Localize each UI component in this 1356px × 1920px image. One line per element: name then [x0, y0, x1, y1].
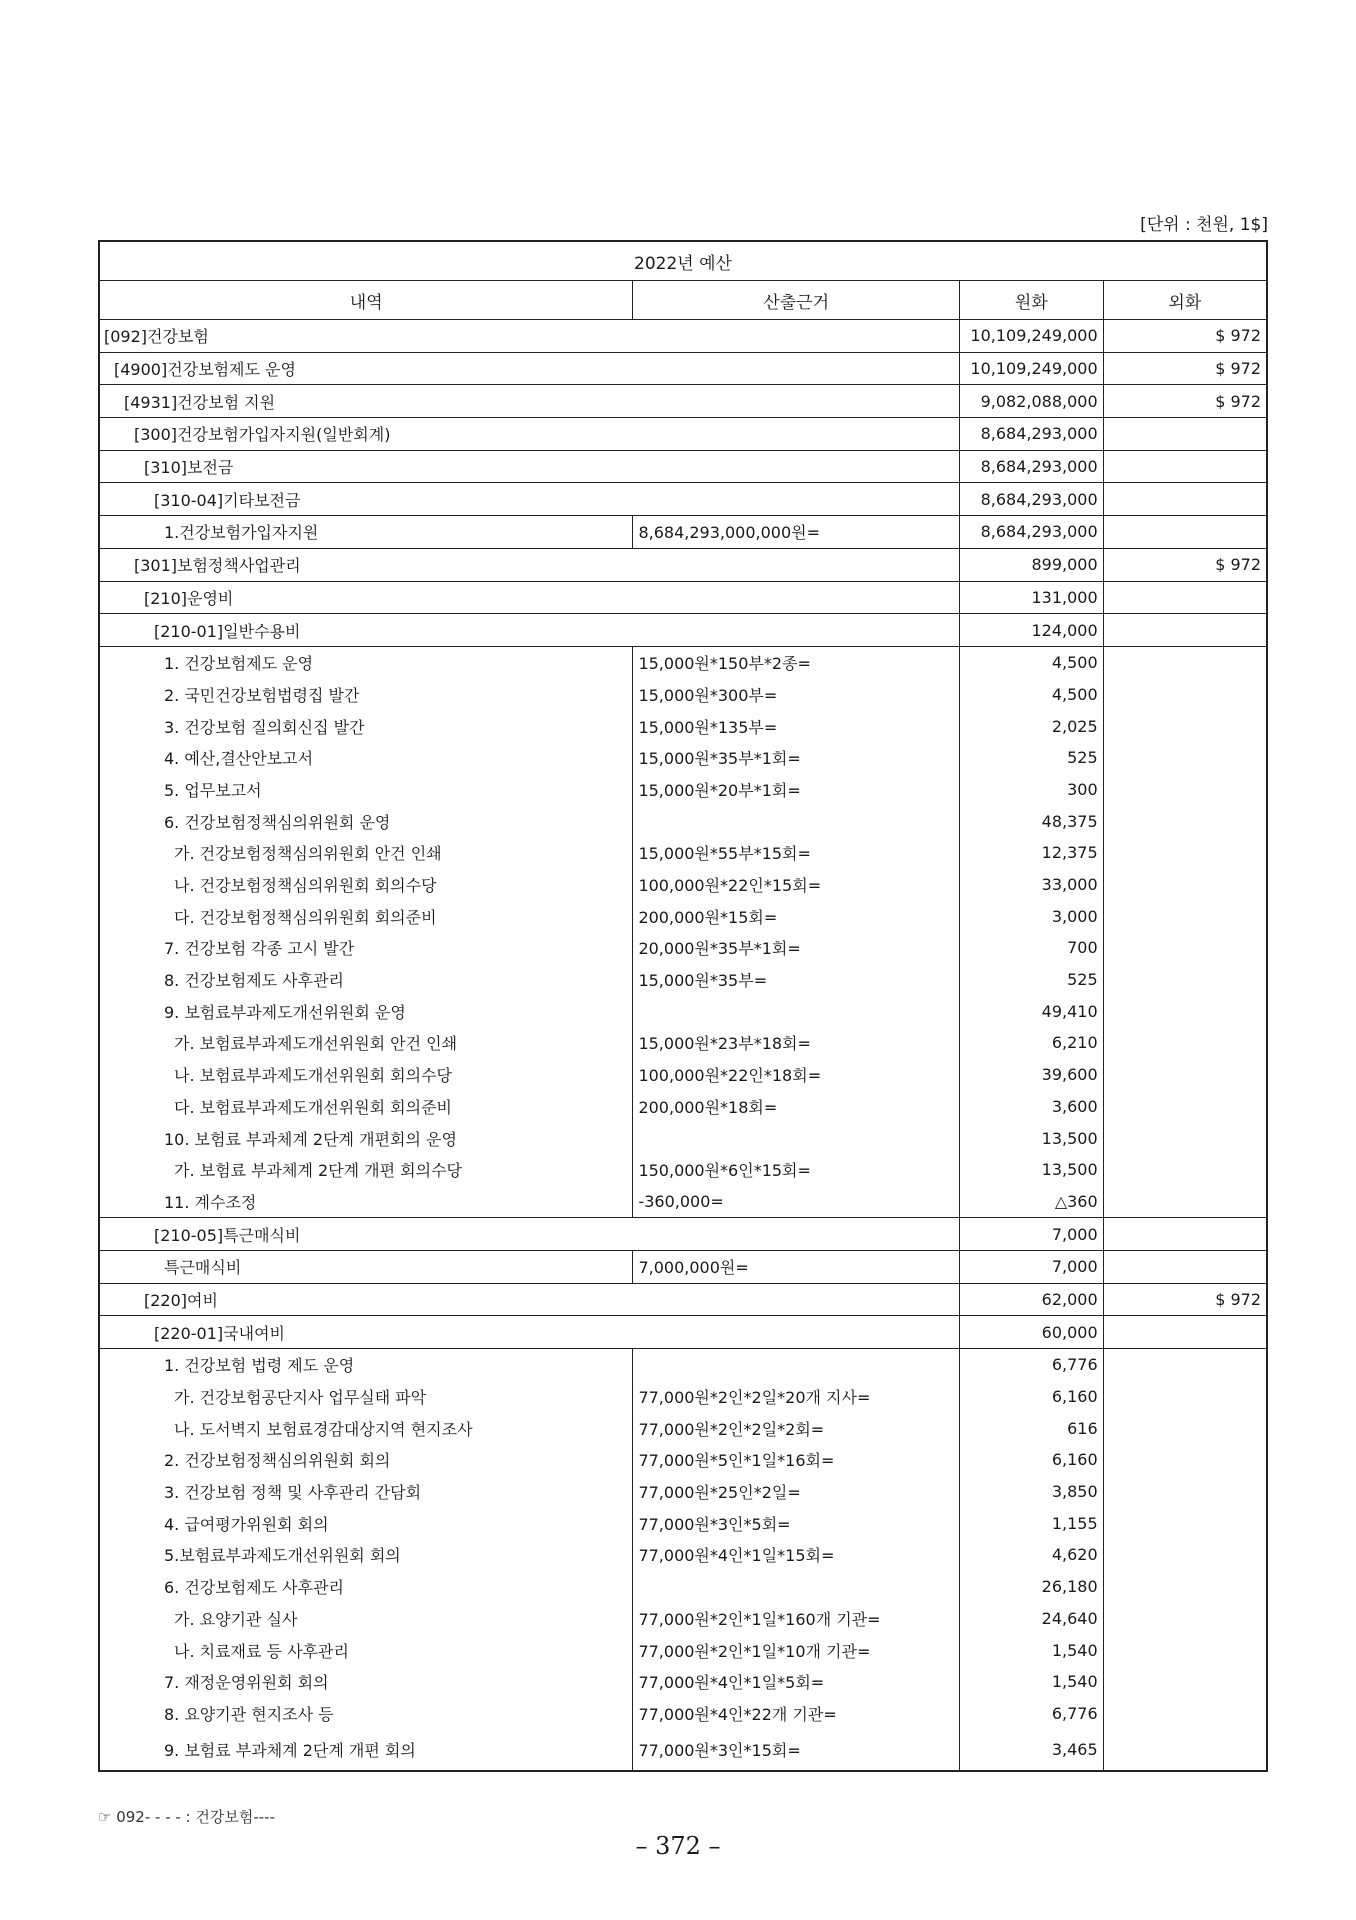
- table-row: [99, 418, 1267, 451]
- row-item: 7. 재정운영위원회 회의: [164, 1673, 329, 1693]
- row-basis: 77,000원*2인*2일*20개 지사=: [633, 1381, 960, 1413]
- row-item: [300]건강보험가입자지원(일반회계): [99, 418, 960, 451]
- row-item: 1. 건강보험제도 운영: [99, 646, 633, 678]
- table-row: [99, 932, 1267, 964]
- row-item: 가. 건강보험정책심의위원회 안건 인쇄: [174, 844, 442, 864]
- row-krw: 26,180: [960, 1571, 1104, 1603]
- row-item: 4. 급여평가위원회 회의: [164, 1514, 329, 1534]
- row-fx: [1103, 774, 1267, 806]
- row-krw: 131,000: [960, 581, 1104, 614]
- table-row: [99, 710, 1267, 742]
- row-krw: 48,375: [960, 805, 1104, 837]
- row-item: 1. 건강보험 법령 제도 운영: [99, 1349, 633, 1381]
- row-krw: 4,500: [960, 679, 1104, 711]
- row-item: [210]운영비: [99, 581, 960, 614]
- row-item: 6. 건강보험제도 사후관리: [164, 1578, 344, 1598]
- header-basis: 산출근거: [633, 281, 960, 320]
- row-krw: 8,684,293,000: [960, 450, 1104, 483]
- row-fx: [1103, 900, 1267, 932]
- row-krw: 10,109,249,000: [960, 352, 1104, 385]
- row-basis: 15,000원*20부*1회=: [633, 774, 960, 806]
- row-krw: 525: [960, 964, 1104, 996]
- header-item: 내역: [99, 281, 633, 320]
- row-fx: $ 972: [1103, 385, 1267, 418]
- row-krw: 300: [960, 774, 1104, 806]
- row-fx: [1103, 964, 1267, 996]
- table-row: [99, 1091, 1267, 1123]
- row-item: 특근매식비: [99, 1250, 633, 1283]
- table-row: [99, 483, 1267, 516]
- table-row: [99, 1634, 1267, 1666]
- page-number: – 372 –: [635, 1832, 721, 1860]
- row-basis: 77,000원*4인*22개 기관=: [633, 1698, 960, 1730]
- row-krw: 899,000: [960, 548, 1104, 581]
- row-basis: 77,000원*2인*1일*160개 기관=: [633, 1603, 960, 1635]
- row-item: 나. 도서벽지 보험료경감대상지역 현지조사: [174, 1419, 473, 1439]
- row-fx: [1103, 418, 1267, 451]
- row-basis: [633, 1349, 960, 1381]
- row-krw: 7,000: [960, 1250, 1104, 1283]
- table-row: [99, 320, 1267, 353]
- table-row: [99, 450, 1267, 483]
- row-item: [220]여비: [99, 1283, 960, 1316]
- row-basis: 77,000원*4인*1일*15회=: [633, 1539, 960, 1571]
- row-basis: 77,000원*5인*1일*16회=: [633, 1444, 960, 1476]
- row-item: 가. 보험료부과제도개선위원회 안건 인쇄: [174, 1034, 458, 1054]
- row-basis: 200,000원*15회=: [633, 900, 960, 932]
- row-item: 10. 보험료 부과체계 2단계 개편회의 운영: [164, 1129, 457, 1149]
- row-fx: [1103, 1027, 1267, 1059]
- row-item: 3. 건강보험 정책 및 사후관리 간담회: [164, 1483, 422, 1503]
- row-item: 4. 예산,결산안보고서: [164, 749, 314, 769]
- row-basis: 15,000원*35부=: [633, 964, 960, 996]
- table-row: [99, 900, 1267, 932]
- row-item: 5.보험료부과제도개선위원회 회의: [164, 1546, 401, 1566]
- row-fx: [1103, 1154, 1267, 1186]
- row-basis: 15,000원*55부*15회=: [633, 837, 960, 869]
- row-basis: [633, 995, 960, 1027]
- row-basis: 77,000원*25인*2일=: [633, 1476, 960, 1508]
- row-item: 3. 건강보험 질의회신집 발간: [164, 717, 365, 737]
- row-krw: 6,160: [960, 1444, 1104, 1476]
- row-fx: [1103, 516, 1267, 549]
- row-krw: 62,000: [960, 1283, 1104, 1316]
- row-krw: 616: [960, 1412, 1104, 1444]
- table-row: [99, 869, 1267, 901]
- row-krw: 124,000: [960, 614, 1104, 647]
- table-row: [99, 774, 1267, 806]
- row-item: 8. 요양기관 현지조사 등: [164, 1704, 334, 1724]
- unit-label: [단위 : 천원, 1$]: [1140, 215, 1268, 235]
- row-krw: 3,465: [960, 1729, 1104, 1771]
- row-basis: 7,000,000원=: [633, 1250, 960, 1283]
- row-krw: 3,850: [960, 1476, 1104, 1508]
- row-item: 나. 치료재료 등 사후관리: [174, 1641, 349, 1661]
- row-fx: [1103, 450, 1267, 483]
- table-row: [99, 964, 1267, 996]
- row-krw: 6,776: [960, 1349, 1104, 1381]
- table-row: [99, 1122, 1267, 1154]
- table-row: [99, 1027, 1267, 1059]
- table-row: [99, 1539, 1267, 1571]
- row-basis: 100,000원*22인*18회=: [633, 1059, 960, 1091]
- row-fx: [1103, 1091, 1267, 1123]
- row-fx: [1103, 742, 1267, 774]
- row-krw: 8,684,293,000: [960, 483, 1104, 516]
- row-fx: [1103, 805, 1267, 837]
- row-krw: 49,410: [960, 995, 1104, 1027]
- row-fx: [1103, 1349, 1267, 1381]
- table-row: [99, 1698, 1267, 1730]
- row-item: 다. 건강보험정책심의위원회 회의준비: [174, 907, 437, 927]
- table-row: [99, 1059, 1267, 1091]
- header-krw: 원화: [960, 281, 1104, 320]
- row-krw: 6,160: [960, 1381, 1104, 1413]
- table-row: [99, 1250, 1267, 1283]
- row-fx: [1103, 614, 1267, 647]
- row-basis: 77,000원*4인*1일*5회=: [633, 1666, 960, 1698]
- row-krw: 7,000: [960, 1218, 1104, 1251]
- row-krw: 24,640: [960, 1603, 1104, 1635]
- row-krw: 4,620: [960, 1539, 1104, 1571]
- row-item: 9. 보험료 부과체계 2단계 개편 회의: [164, 1741, 416, 1761]
- row-fx: [1103, 710, 1267, 742]
- row-krw: 12,375: [960, 837, 1104, 869]
- row-fx: [1103, 1571, 1267, 1603]
- row-krw: 700: [960, 932, 1104, 964]
- row-krw: 8,684,293,000: [960, 516, 1104, 549]
- row-fx: [1103, 1444, 1267, 1476]
- row-fx: [1103, 995, 1267, 1027]
- row-krw: 1,540: [960, 1666, 1104, 1698]
- row-krw: 525: [960, 742, 1104, 774]
- row-item: 나. 보험료부과제도개선위원회 회의수당: [174, 1066, 453, 1086]
- table-row: [99, 1507, 1267, 1539]
- row-krw: 10,109,249,000: [960, 320, 1104, 353]
- row-fx: [1103, 1316, 1267, 1349]
- row-item: 9. 보험료부과제도개선위원회 운영: [164, 1002, 406, 1022]
- footnote: ☞ 092- - - - : 건강보험----: [98, 1808, 276, 1826]
- row-basis: 77,000원*3인*15회=: [633, 1729, 960, 1771]
- row-krw: 1,540: [960, 1634, 1104, 1666]
- row-basis: [633, 1571, 960, 1603]
- row-basis: 8,684,293,000,000원=: [633, 516, 960, 549]
- row-item: [220-01]국내여비: [99, 1316, 960, 1349]
- budget-table: [98, 240, 1268, 1772]
- table-row: [99, 1349, 1267, 1381]
- row-fx: [1103, 1729, 1267, 1771]
- row-item: 2. 국민건강보험법령집 발간: [164, 685, 360, 705]
- table-row: [99, 742, 1267, 774]
- table-row: [99, 1729, 1267, 1771]
- row-fx: [1103, 1539, 1267, 1571]
- row-fx: [1103, 869, 1267, 901]
- row-fx: [1103, 1634, 1267, 1666]
- row-basis: 100,000원*22인*15회=: [633, 869, 960, 901]
- row-basis: 77,000원*3인*5회=: [633, 1507, 960, 1539]
- table-row: [99, 1666, 1267, 1698]
- table-row: [99, 352, 1267, 385]
- row-item: [4931]건강보험 지원: [99, 385, 960, 418]
- row-fx: [1103, 679, 1267, 711]
- row-basis: 77,000원*2인*2일*2회=: [633, 1412, 960, 1444]
- row-krw: △360: [960, 1186, 1104, 1218]
- row-basis: -360,000=: [633, 1186, 960, 1218]
- row-item: [210-01]일반수용비: [99, 614, 960, 647]
- row-item: 나. 건강보험정책심의위원회 회의수당: [174, 876, 437, 896]
- row-krw: 33,000: [960, 869, 1104, 901]
- table-row: [99, 581, 1267, 614]
- table-row: [99, 805, 1267, 837]
- row-krw: 2,025: [960, 710, 1104, 742]
- table-row: [99, 1412, 1267, 1444]
- row-basis: 15,000원*23부*18회=: [633, 1027, 960, 1059]
- row-fx: [1103, 932, 1267, 964]
- table-row: [99, 1571, 1267, 1603]
- row-fx: [1103, 1218, 1267, 1251]
- table-row: [99, 385, 1267, 418]
- row-krw: 6,776: [960, 1698, 1104, 1730]
- row-item: 6. 건강보험정책심의위원회 운영: [164, 812, 391, 832]
- row-basis: 15,000원*35부*1회=: [633, 742, 960, 774]
- table-title: 2022년 예산: [99, 241, 1267, 281]
- row-fx: [1103, 837, 1267, 869]
- row-item: 가. 요양기관 실사: [174, 1609, 298, 1629]
- row-fx: [1103, 1603, 1267, 1635]
- row-fx: $ 972: [1103, 1283, 1267, 1316]
- row-krw: 13,500: [960, 1154, 1104, 1186]
- table-body: [99, 320, 1267, 1772]
- row-item: 1.건강보험가입자지원: [99, 516, 633, 549]
- row-fx: [1103, 1412, 1267, 1444]
- row-krw: 39,600: [960, 1059, 1104, 1091]
- table-row: [99, 1444, 1267, 1476]
- row-krw: 8,684,293,000: [960, 418, 1104, 451]
- row-basis: 15,000원*300부=: [633, 679, 960, 711]
- header-fx: 외화: [1103, 281, 1267, 320]
- table-row: [99, 1154, 1267, 1186]
- row-item: [4900]건강보험제도 운영: [99, 352, 960, 385]
- row-fx: [1103, 1666, 1267, 1698]
- row-basis: [633, 1122, 960, 1154]
- row-basis: 15,000원*150부*2종=: [633, 646, 960, 678]
- row-item: [301]보험정책사업관리: [99, 548, 960, 581]
- row-basis: 150,000원*6인*15회=: [633, 1154, 960, 1186]
- row-fx: [1103, 1122, 1267, 1154]
- row-item: 가. 건강보험공단지사 업무실태 파악: [174, 1388, 427, 1408]
- row-item: 5. 업무보고서: [164, 780, 262, 800]
- row-krw: 3,600: [960, 1091, 1104, 1123]
- table-row: [99, 1381, 1267, 1413]
- row-basis: 20,000원*35부*1회=: [633, 932, 960, 964]
- row-fx: [1103, 1507, 1267, 1539]
- row-item: 7. 건강보험 각종 고시 발간: [164, 939, 355, 959]
- row-krw: 6,210: [960, 1027, 1104, 1059]
- row-item: [210-05]특근매식비: [99, 1218, 960, 1251]
- row-krw: 1,155: [960, 1507, 1104, 1539]
- table-row: [99, 1316, 1267, 1349]
- row-basis: 77,000원*2인*1일*10개 기관=: [633, 1634, 960, 1666]
- row-krw: 60,000: [960, 1316, 1104, 1349]
- row-basis: 15,000원*135부=: [633, 710, 960, 742]
- row-krw: 4,500: [960, 646, 1104, 678]
- row-krw: 9,082,088,000: [960, 385, 1104, 418]
- row-fx: [1103, 483, 1267, 516]
- table-row: [99, 614, 1267, 647]
- row-item: 다. 보험료부과제도개선위원회 회의준비: [174, 1097, 453, 1117]
- table-row: [99, 837, 1267, 869]
- table-row: [99, 548, 1267, 581]
- row-item: [310-04]기타보전금: [99, 483, 960, 516]
- row-item: [310]보전금: [99, 450, 960, 483]
- row-fx: [1103, 1250, 1267, 1283]
- row-fx: $ 972: [1103, 548, 1267, 581]
- row-fx: $ 972: [1103, 352, 1267, 385]
- table-row: [99, 1218, 1267, 1251]
- table-row: [99, 679, 1267, 711]
- table-row: [99, 995, 1267, 1027]
- row-basis: 200,000원*18회=: [633, 1091, 960, 1123]
- row-item: 가. 보험료 부과체계 2단계 개편 회의수당: [174, 1161, 462, 1181]
- table-row: [99, 646, 1267, 678]
- row-fx: [1103, 1186, 1267, 1218]
- row-fx: $ 972: [1103, 320, 1267, 353]
- table-row: [99, 1603, 1267, 1635]
- table-row: [99, 1476, 1267, 1508]
- row-item: 11. 계수조정: [164, 1192, 257, 1212]
- row-item: [092]건강보험: [99, 320, 960, 353]
- table-row: [99, 516, 1267, 549]
- table-row: [99, 1186, 1267, 1218]
- row-krw: 13,500: [960, 1122, 1104, 1154]
- row-krw: 3,000: [960, 900, 1104, 932]
- row-fx: [1103, 1698, 1267, 1730]
- row-fx: [1103, 1381, 1267, 1413]
- table-row: [99, 1283, 1267, 1316]
- row-item: 8. 건강보험제도 사후관리: [164, 971, 344, 991]
- row-basis: [633, 805, 960, 837]
- row-fx: [1103, 646, 1267, 678]
- row-item: 2. 건강보험정책심의위원회 회의: [164, 1451, 391, 1471]
- row-fx: [1103, 1059, 1267, 1091]
- row-fx: [1103, 581, 1267, 614]
- row-fx: [1103, 1476, 1267, 1508]
